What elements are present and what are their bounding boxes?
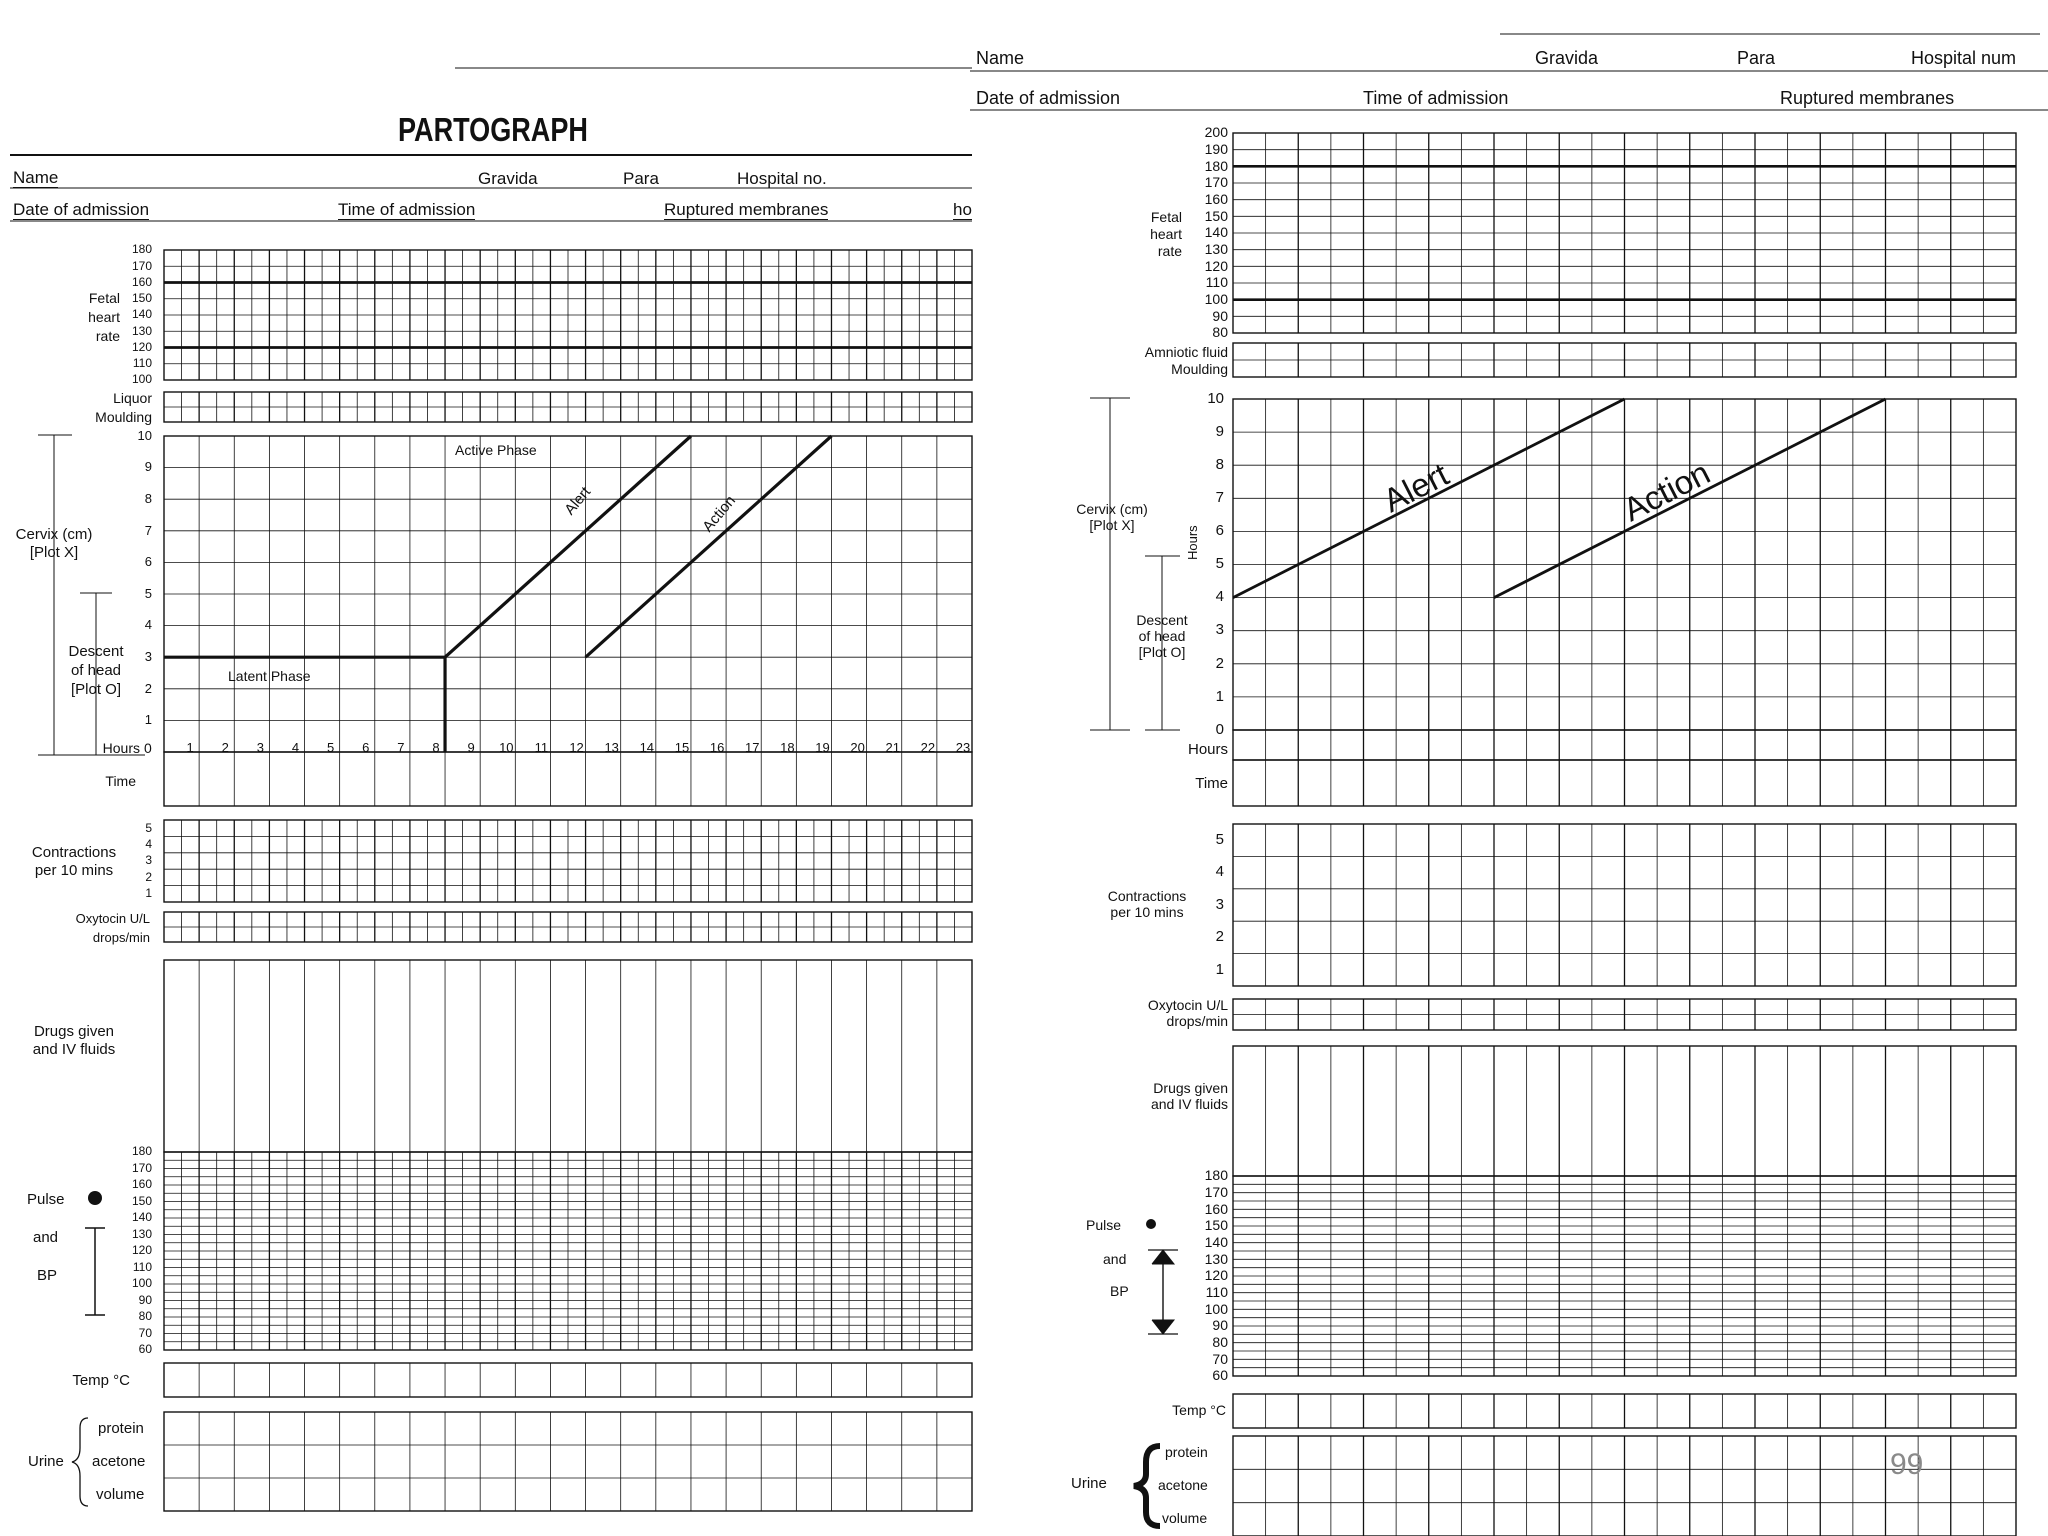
left-alert-label: Alert	[561, 483, 595, 519]
left-and-label: and	[33, 1229, 59, 1246]
left-hour-number: 20	[850, 739, 865, 755]
right-pulse-tick: 70	[1212, 1350, 1228, 1367]
right-fhr-tick: 170	[1204, 174, 1228, 191]
left-cervix-tick: 4	[144, 617, 152, 633]
left-fhr-label-2: heart	[88, 309, 120, 325]
left-temp-grid	[199, 1363, 937, 1397]
right-pulse-tick: 120	[1204, 1267, 1228, 1284]
right-time-grid	[1266, 760, 1984, 806]
left-hour-number: 14	[639, 739, 655, 755]
right-para-label: Para	[1737, 48, 1776, 68]
left-pulse-tick: 110	[132, 1259, 152, 1274]
right-moulding-label: Moulding	[1171, 361, 1228, 377]
right-urine-acetone-label: acetone	[1158, 1477, 1208, 1493]
left-fhr-tick: 100	[131, 372, 152, 387]
left-cervix-label-1: Cervix (cm)	[15, 526, 93, 543]
right-fhr-tick: 150	[1204, 207, 1228, 224]
left-fhr-label-3: rate	[95, 328, 120, 344]
left-contractions-tick: 3	[145, 853, 152, 868]
left-cervix-grid	[164, 436, 972, 755]
right-temp-label: Temp °C	[1172, 1402, 1226, 1418]
right-fhr-tick: 80	[1212, 324, 1228, 341]
left-hour-number: 22	[920, 739, 936, 755]
left-drugs-label-2: and IV fluids	[32, 1041, 116, 1058]
left-urine-volume-label: volume	[96, 1486, 145, 1503]
left-fhr-tick: 180	[131, 242, 152, 257]
left-hospital-no-label: Hospital no.	[737, 169, 827, 188]
left-contractions-tick: 4	[145, 837, 152, 851]
right-hospital-num-label: Hospital num	[1911, 48, 2017, 68]
left-liquor-label: Liquor	[113, 390, 152, 406]
right-cervix-tick: 1	[1215, 687, 1224, 705]
right-contractions-tick: 3	[1215, 895, 1224, 913]
left-cervix-tick: 10	[137, 427, 152, 443]
right-fhr-tick: 190	[1204, 140, 1228, 157]
left-hour-number: 4	[291, 739, 300, 755]
right-cervix-tick: 2	[1215, 654, 1224, 672]
left-pulse-tick: 150	[131, 1193, 152, 1208]
left-fhr-tick: 120	[131, 339, 152, 354]
left-hour-number: 23	[955, 739, 971, 755]
right-contractions-label-1: Contractions	[1107, 888, 1187, 904]
right-pulse-tick: 110	[1205, 1283, 1228, 1300]
right-cervix-tick: 4	[1215, 588, 1224, 606]
right-cervix-tick: 9	[1215, 422, 1224, 440]
right-pulse-tick: 150	[1204, 1217, 1228, 1234]
left-hour-number: 19	[815, 739, 830, 755]
left-hours-cut-label: ho	[953, 200, 972, 219]
left-fhr-tick: 160	[131, 274, 152, 289]
right-contractions-tick: 2	[1215, 928, 1224, 946]
right-pulse-tick: 100	[1204, 1300, 1228, 1317]
right-time-label: Time	[1195, 775, 1228, 792]
left-oxytocin-label-2: drops/min	[92, 930, 150, 945]
right-urine-protein-label: protein	[1165, 1444, 1208, 1460]
right-amniotic-fluid-label: Amniotic fluid	[1144, 344, 1228, 360]
left-hour-number: 10	[499, 739, 514, 755]
left-pulse-tick: 100	[131, 1276, 152, 1291]
left-descent-label-3: [Plot O]	[70, 681, 122, 698]
left-time-grid-frame	[164, 752, 972, 806]
left-contractions-grid	[164, 820, 972, 902]
right-temp-grid	[1266, 1394, 1984, 1428]
left-action-line	[586, 436, 832, 657]
left-hour-number: 6	[362, 739, 370, 755]
right-bp-label: BP	[1110, 1283, 1129, 1299]
right-fhr-tick: 180	[1204, 157, 1228, 174]
right-descent-label-1: Descent	[1136, 612, 1188, 628]
left-fhr-grid	[164, 250, 972, 380]
left-hour-number: 13	[604, 739, 619, 755]
left-hour-number: 18	[780, 739, 795, 755]
right-fhr-tick: 200	[1204, 124, 1228, 141]
left-hour-number: 12	[569, 739, 584, 755]
left-urine-grid-frame	[164, 1412, 972, 1511]
left-pulse-tick: 120	[131, 1243, 152, 1258]
right-cervix-tick: 8	[1215, 455, 1224, 473]
right-amniotic-moulding-grid	[1233, 343, 2016, 377]
right-urine-volume-label: volume	[1162, 1510, 1208, 1526]
right-hours-vertical-label: Hours	[1185, 525, 1200, 560]
left-pulse-tick: 80	[138, 1309, 152, 1324]
left-cervix-tick: 7	[144, 522, 152, 538]
right-fhr-label-1: Fetal	[1150, 209, 1182, 225]
left-hours-label: Hours	[102, 740, 140, 756]
left-contractions-tick: 1	[145, 886, 152, 901]
right-descent-label-2: of head	[1138, 628, 1186, 644]
right-date-of-admission-label: Date of admission	[976, 88, 1121, 108]
right-pulse-dot-icon	[1146, 1219, 1156, 1229]
left-temp-label: Temp °C	[72, 1372, 130, 1389]
right-fhr-tick: 140	[1204, 224, 1228, 241]
left-bp-label: BP	[37, 1267, 58, 1284]
right-urine-label: Urine	[1071, 1475, 1107, 1492]
right-alert-label: Alert	[1377, 455, 1455, 520]
right-name-label: Name	[976, 48, 1025, 68]
partograph-title: PARTOGRAPH	[398, 111, 588, 148]
left-hour-number: 1	[186, 739, 194, 755]
right-pulse-tick: 170	[1204, 1183, 1228, 1200]
left-pulse-tick: 90	[138, 1292, 152, 1307]
left-fhr-tick: 170	[131, 258, 152, 273]
right-fhr-tick: 120	[1204, 257, 1228, 274]
left-active-phase-label: Active Phase	[455, 442, 537, 458]
right-drugs-label-1: Drugs given	[1153, 1080, 1228, 1096]
right-time-of-admission-label: Time of admission	[1363, 88, 1509, 108]
right-ruptured-membranes-label: Ruptured membranes	[1780, 88, 1955, 108]
left-contractions-tick: 5	[145, 820, 152, 835]
right-fhr-tick: 90	[1212, 307, 1228, 324]
right-cervix-label-1: Cervix (cm)	[1076, 501, 1148, 517]
right-urine-brace-icon	[1134, 1446, 1160, 1526]
left-contractions-label-2: per 10 mins	[34, 862, 114, 879]
right-pulse-tick: 80	[1212, 1333, 1228, 1350]
left-name-label: Name	[13, 168, 59, 187]
right-fhr-grid	[1233, 133, 2016, 333]
left-hour-number: 2	[221, 739, 229, 755]
left-fhr-tick: 130	[131, 323, 152, 338]
left-descent-label-2: of head	[70, 662, 122, 679]
left-hour-number: 11	[534, 739, 549, 755]
left-hour-number: 15	[674, 739, 690, 755]
right-contractions-tick: 5	[1215, 830, 1224, 848]
right-gravida-label: Gravida	[1535, 48, 1599, 68]
left-oxytocin-grid	[164, 912, 972, 942]
left-para-label: Para	[623, 169, 659, 188]
left-hour-number: 8	[432, 739, 440, 755]
left-drugs-label-1: Drugs given	[33, 1023, 115, 1040]
left-temp-grid-frame	[164, 1363, 972, 1397]
left-ruptured-membranes-label: Ruptured membranes	[664, 200, 829, 219]
left-pulse-tick: 170	[131, 1160, 152, 1175]
right-fhr-label-2: heart	[1150, 226, 1182, 242]
left-pulse-tick: 60	[138, 1342, 152, 1357]
right-pulse-tick: 180	[1204, 1167, 1228, 1184]
right-fhr-label-3: rate	[1157, 243, 1182, 259]
left-drugs-grid-frame	[164, 960, 972, 1152]
left-cervix-label-2: [Plot X]	[29, 544, 79, 561]
right-fhr-tick: 110	[1205, 274, 1228, 291]
left-date-of-admission-label: Date of admission	[13, 200, 150, 219]
left-cervix-tick: 6	[144, 554, 152, 570]
left-drugs-grid	[199, 960, 937, 1152]
left-cervix-tick: 3	[144, 649, 152, 665]
right-cervix-tick: 3	[1215, 621, 1224, 639]
left-pulse-tick: 140	[131, 1210, 152, 1225]
left-hour-number: 17	[744, 739, 760, 755]
right-cervix-label-2: [Plot X]	[1089, 517, 1135, 533]
left-urine-label: Urine	[28, 1453, 64, 1470]
right-hours-label: Hours	[1187, 741, 1228, 758]
right-pulse-bp-grid	[1233, 1176, 2016, 1376]
left-urine-brace-icon	[72, 1418, 88, 1506]
right-cervix-tick: 10	[1207, 389, 1224, 407]
right-drugs-label-2: and IV fluids	[1150, 1096, 1228, 1112]
left-action-label: Action	[699, 492, 740, 536]
left-hour-number: 3	[256, 739, 264, 755]
left-hour-number: 21	[885, 739, 900, 755]
left-cervix-tick: 2	[144, 680, 152, 696]
left-fhr-tick: 150	[131, 291, 152, 306]
right-drugs-grid	[1266, 1046, 1984, 1176]
right-contractions-tick: 4	[1215, 863, 1224, 881]
left-cervix-tick: 9	[144, 459, 152, 475]
left-pulse-tick: 70	[138, 1325, 152, 1340]
left-cervix-tick: 1	[144, 712, 152, 728]
left-time-label: Time	[105, 773, 136, 789]
left-pulse-tick: 130	[131, 1226, 152, 1241]
left-contractions-label-1: Contractions	[31, 844, 117, 861]
right-action-label: Action	[1617, 453, 1716, 529]
right-cervix-tick: 0	[1215, 720, 1224, 738]
right-pulse-label: Pulse	[1086, 1217, 1122, 1233]
left-pulse-tick: 180	[131, 1144, 152, 1159]
right-cervix-tick: 7	[1215, 489, 1224, 507]
left-hour-number: 7	[397, 739, 405, 755]
left-pulse-bp-grid	[164, 1152, 972, 1350]
left-liquor-moulding-grid	[164, 392, 972, 422]
right-pulse-tick: 130	[1204, 1250, 1228, 1267]
left-fhr-tick: 110	[132, 356, 152, 371]
left-moulding-label: Moulding	[95, 409, 152, 425]
left-cervix-tick: 5	[144, 585, 152, 601]
left-urine-grid	[164, 1412, 972, 1511]
slide-number: 99	[1890, 1448, 1924, 1481]
left-alert-line	[445, 436, 691, 657]
left-fhr-tick: 140	[131, 307, 152, 322]
left-urine-protein-label: protein	[98, 1420, 144, 1437]
right-pulse-tick: 60	[1212, 1367, 1228, 1384]
left-fhr-label-1: Fetal	[88, 290, 120, 306]
left-hours-zero: 0	[144, 740, 152, 756]
right-contractions-grid	[1233, 824, 2016, 986]
right-cervix-tick: 5	[1215, 555, 1224, 573]
left-pulse-label: Pulse	[27, 1191, 65, 1208]
right-oxytocin-label-1: Oxytocin U/L	[1147, 997, 1228, 1013]
right-fhr-tick: 160	[1204, 190, 1228, 207]
right-pulse-tick: 90	[1212, 1317, 1228, 1334]
left-latent-phase-label: Latent Phase	[228, 668, 311, 684]
left-hour-number: 5	[327, 739, 335, 755]
left-oxytocin-label-1: Oxytocin U/L	[75, 911, 150, 926]
left-time-grid	[199, 752, 937, 806]
right-descent-label-3: [Plot O]	[1138, 644, 1186, 660]
right-fhr-tick: 100	[1204, 290, 1228, 307]
right-contractions-label-2: per 10 mins	[1110, 904, 1184, 920]
right-and-label: and	[1103, 1251, 1127, 1267]
left-contractions-tick: 2	[145, 869, 152, 884]
left-hour-number: 16	[709, 739, 725, 755]
left-time-of-admission-label: Time of admission	[338, 200, 476, 219]
left-descent-label-1: Descent	[68, 643, 124, 660]
left-cervix-tick: 8	[144, 491, 152, 507]
right-oxytocin-grid	[1233, 999, 2016, 1030]
right-cervix-tick: 6	[1215, 522, 1224, 540]
right-fhr-tick: 130	[1204, 240, 1228, 257]
right-pulse-tick: 160	[1204, 1200, 1228, 1217]
right-cervix-grid	[1233, 399, 2016, 730]
left-hour-number: 9	[467, 739, 475, 755]
left-pulse-tick: 160	[131, 1177, 152, 1192]
right-contractions-tick: 1	[1215, 960, 1224, 978]
left-urine-acetone-label: acetone	[92, 1453, 146, 1470]
right-pulse-tick: 140	[1204, 1233, 1228, 1250]
right-hours-grid	[1266, 730, 1984, 760]
right-oxytocin-label-2: drops/min	[1166, 1013, 1228, 1029]
left-gravida-label: Gravida	[478, 169, 538, 188]
